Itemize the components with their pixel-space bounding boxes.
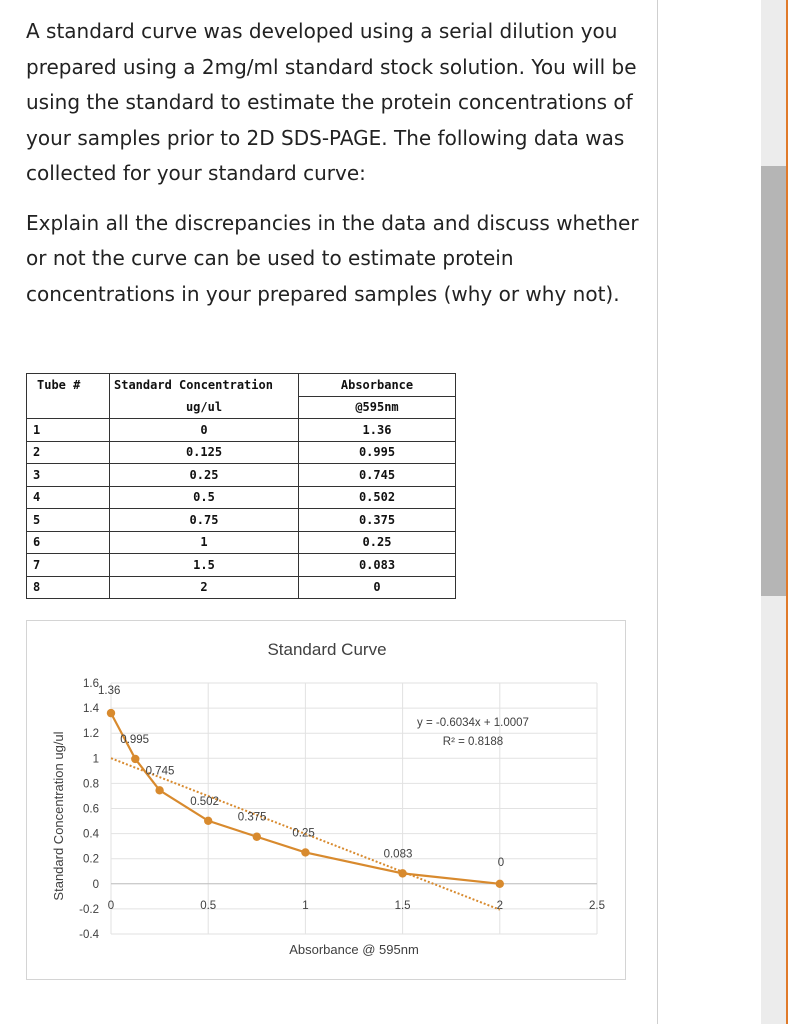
x-tick-label: 2	[496, 899, 504, 912]
data-label: 0	[497, 856, 505, 869]
data-point	[253, 833, 261, 841]
question-text	[26, 14, 641, 326]
table-row	[27, 441, 456, 464]
concentration-cell: 2	[110, 576, 299, 599]
y-tick-label: 1.6	[83, 678, 99, 690]
absorbance-cell: 0.375	[299, 509, 456, 532]
question-paragraph-1: A standard curve was developed using a serial dilution you prepared using a 2mg/ml standard stock solution. You will be using the standard to estimate the protein concentrations of your samples prior to 2D SDS-PAGE. The following data was collected for your standard curve:	[26, 19, 637, 185]
x-tick-label: 1	[302, 899, 309, 912]
chart-svg	[27, 621, 625, 979]
y-tick-label: 0	[92, 878, 99, 891]
absorbance-cell: 0.502	[299, 486, 456, 509]
y-axis-title: Standard Concentration ug/ul	[51, 731, 66, 901]
concentration-cell: 1.5	[110, 554, 299, 577]
x-tick-label: 2.5	[589, 899, 605, 912]
header-tube: Tube #	[27, 374, 110, 397]
table-row	[27, 576, 456, 599]
table-row	[27, 531, 456, 554]
y-tick-label: 0.4	[83, 828, 99, 841]
absorbance-cell: 1.36	[299, 419, 456, 442]
absorbance-cell: 0.25	[299, 531, 456, 554]
x-tick-label: 1.5	[394, 899, 411, 912]
x-axis-title: Absorbance @ 595nm	[289, 942, 419, 957]
table-row	[27, 419, 456, 442]
data-label: 0.25	[292, 827, 315, 840]
concentration-cell: 0.75	[110, 509, 299, 532]
table-row	[27, 554, 456, 577]
tube-cell: 5	[27, 509, 110, 532]
header-absorbance: Absorbance	[299, 374, 456, 397]
y-tick-label: 0.2	[83, 853, 99, 866]
x-tick-label: 0.5	[200, 899, 217, 912]
y-tick-label: -0.4	[79, 929, 99, 941]
data-point	[398, 869, 406, 877]
data-label: 0.083	[383, 848, 413, 861]
y-tick-label: 1	[92, 753, 99, 766]
data-point	[131, 755, 139, 763]
data-point	[496, 880, 504, 888]
absorbance-cell: 0.083	[299, 554, 456, 577]
data-point	[107, 709, 115, 717]
data-point	[301, 848, 309, 856]
header-concentration: Standard Concentration	[110, 374, 299, 397]
tube-cell: 7	[27, 554, 110, 577]
header-concentration-unit: ug/ul	[110, 396, 299, 419]
concentration-cell: 0.125	[110, 441, 299, 464]
scrollbar-thumb[interactable]	[761, 166, 788, 596]
tube-cell: 4	[27, 486, 110, 509]
tube-cell: 6	[27, 531, 110, 554]
y-tick-label: 0.8	[83, 778, 99, 791]
x-tick-label: 0	[107, 899, 115, 912]
chart-title: Standard Curve	[267, 640, 387, 659]
tube-cell: 8	[27, 576, 110, 599]
standard-curve-chart	[26, 620, 626, 980]
tube-cell: 1	[27, 419, 110, 442]
concentration-cell: 0.25	[110, 464, 299, 487]
header-tube-blank	[27, 396, 110, 419]
tube-cell: 2	[27, 441, 110, 464]
header-absorbance-unit: @595nm	[299, 396, 456, 419]
concentration-cell: 0	[110, 419, 299, 442]
trendline-equation: y = -0.6034x + 1.0007	[417, 717, 529, 729]
data-label: 0.375	[237, 811, 267, 824]
y-tick-label: 0.6	[83, 803, 99, 816]
panel-divider	[657, 0, 658, 1024]
absorbance-cell: 0.745	[299, 464, 456, 487]
question-paragraph-2: Explain all the discrepancies in the data and discuss whether or not the curve can be used to estimate protein concentrations in your prepared samples (why or why not).	[26, 210, 639, 306]
data-label: 0.502	[190, 795, 219, 808]
data-point	[155, 786, 163, 794]
data-label: 1.36	[98, 685, 121, 698]
tube-cell: 3	[27, 464, 110, 487]
chart-data-labels	[98, 685, 504, 869]
absorbance-cell: 0.995	[299, 441, 456, 464]
trendline-r-squared: R² = 0.8188	[442, 736, 504, 748]
concentration-cell: 0.5	[110, 486, 299, 509]
table-row	[27, 509, 456, 532]
y-tick-label: 1.4	[83, 703, 99, 716]
data-point	[204, 817, 212, 825]
data-label: 0.995	[120, 733, 150, 746]
absorbance-cell: 0	[299, 576, 456, 599]
y-tick-label: 1.2	[83, 728, 99, 741]
y-tick-label: -0.2	[79, 903, 99, 916]
concentration-cell: 1	[110, 531, 299, 554]
data-label: 0.745	[145, 765, 175, 778]
standard-curve-table	[26, 373, 456, 599]
table-row	[27, 464, 456, 487]
table-row	[27, 486, 456, 509]
